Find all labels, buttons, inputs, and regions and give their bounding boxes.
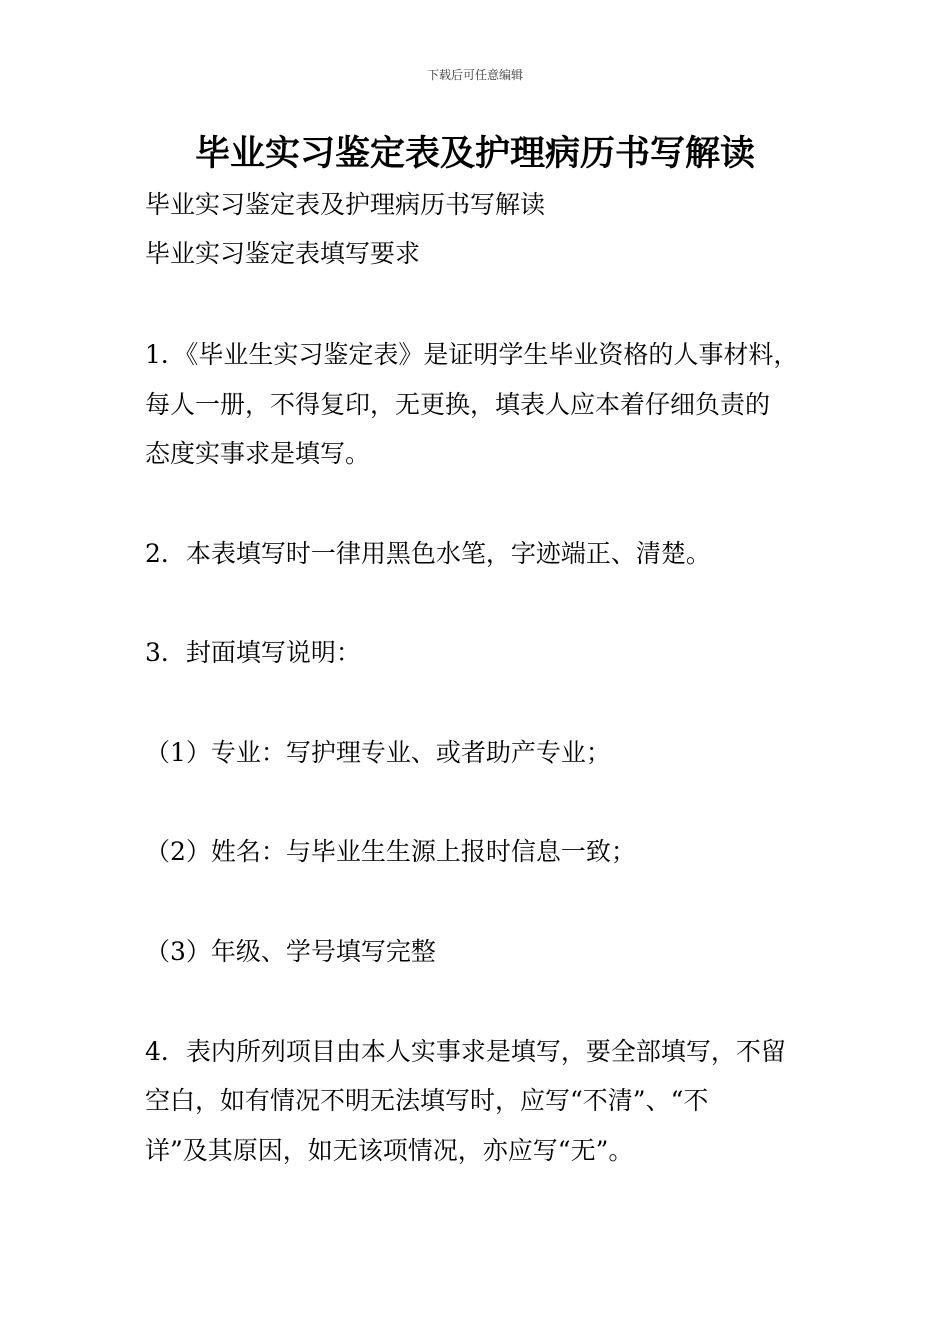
item-3: 3．封面填写说明： — [145, 638, 361, 667]
sub-item-3: （3）年级、学号填写完整 — [145, 937, 436, 966]
item-4-line-3: 详”及其原因，如无该项情况，亦应写“无”。 — [145, 1136, 634, 1165]
item-1-line-3: 态度实事求是填写。 — [145, 439, 371, 468]
section-heading: 毕业实习鉴定表填写要求 — [145, 239, 421, 268]
document-title: 毕业实习鉴定表及护理病历书写解读 — [194, 134, 755, 174]
item-1-line-1: 1．《毕业生实习鉴定表》是证明学生毕业资格的人事材料， — [145, 340, 799, 369]
item-1-line-2: 每人一册，不得复印，无更换，填表人应本着仔细负责的 — [145, 390, 771, 419]
sub-item-2: （2）姓名：与毕业生生源上报时信息一致； — [145, 837, 636, 866]
item-4-line-1: 4．表内所列项目由本人实事求是填写，要全部填写，不留 — [145, 1037, 786, 1066]
item-2: 2．本表填写时一律用黑色水笔，字迹端正、清楚。 — [145, 539, 711, 568]
item-4-line-2: 空白，如有情况不明无法填写时，应写“不清”、“不 — [145, 1086, 709, 1115]
sub-item-1: （1）专业：写护理专业、或者助产专业； — [145, 738, 611, 767]
header-note: 下载后可任意编辑 — [426, 68, 523, 82]
subtitle: 毕业实习鉴定表及护理病历书写解读 — [145, 190, 546, 219]
